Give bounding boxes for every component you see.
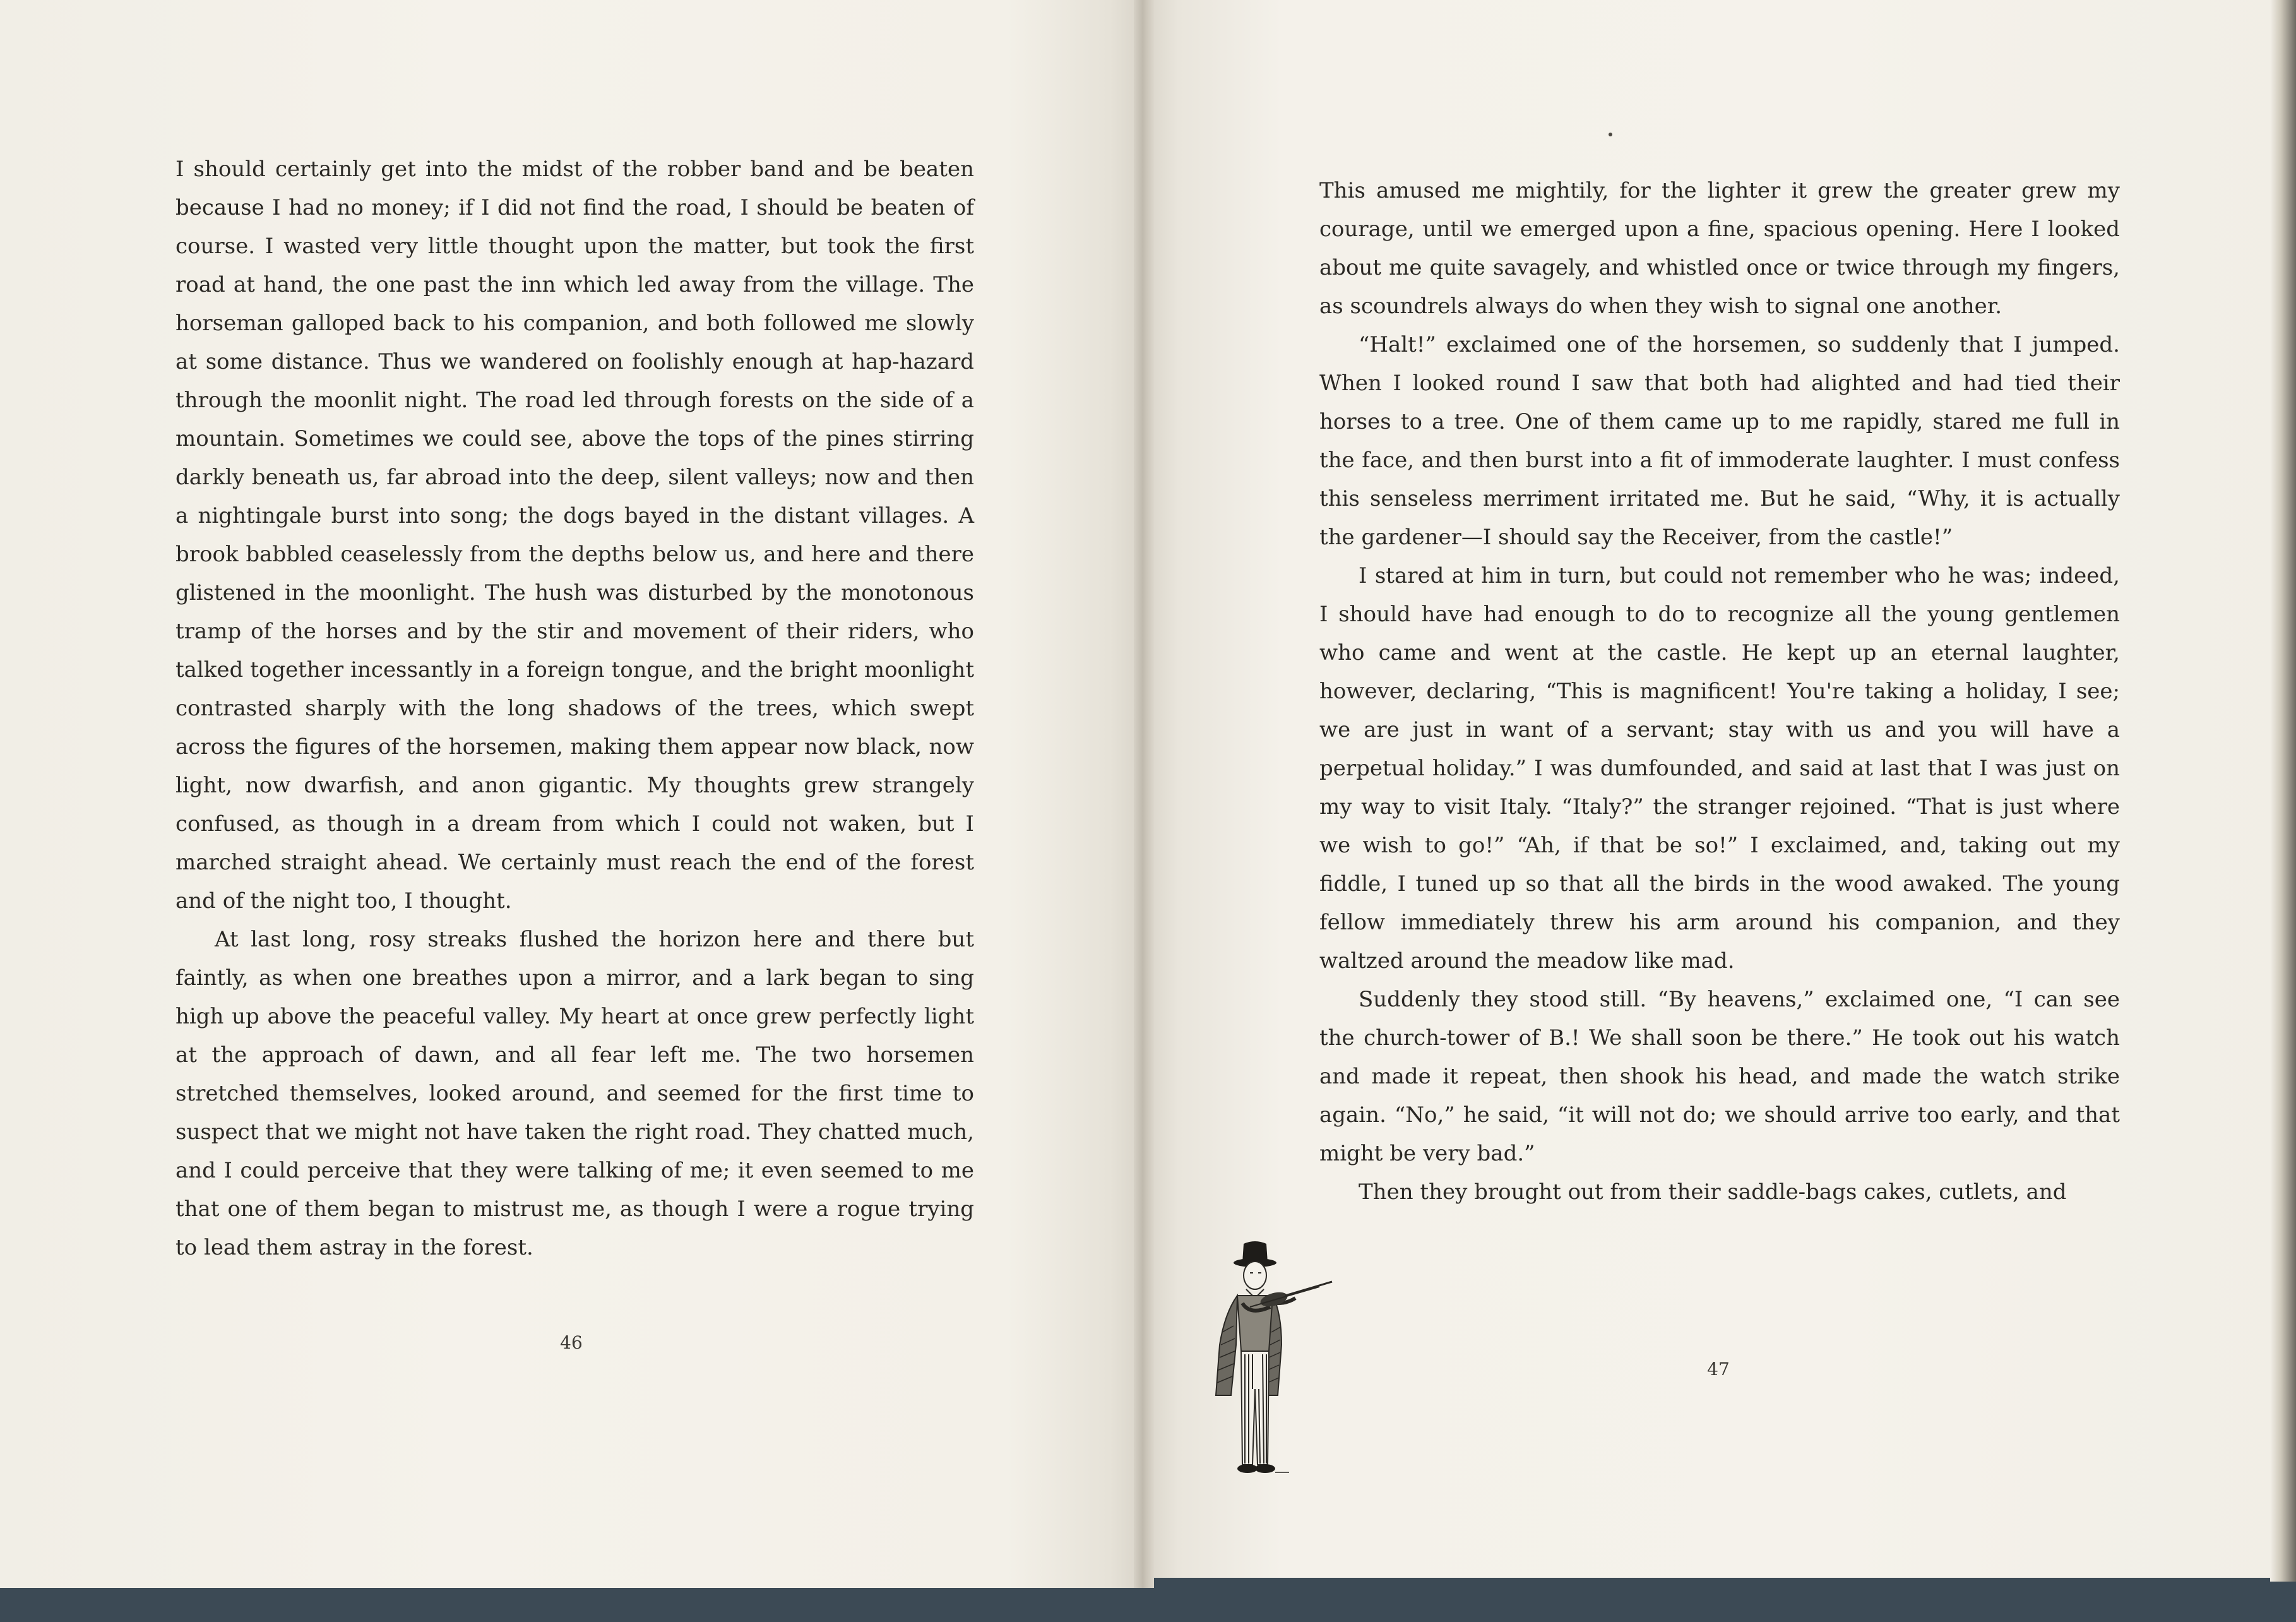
paragraph: At last long, rosy streaks flushed the horizon here and there but faintly, as when one breathes upon a mirror, and a lark began to sing high up above the peaceful valley. My heart at once grew perfectly light at the approach of dawn, and all fear left me. The two horsemen stretched themselves, looked around, and seemed for the first time to suspect that we might not have taken the right road. They chatted much, and I could perceive that they were talking of me; it even seemed to me that one of them began to mistrust me, as though I were a rogue trying to lead them astray in the forest. xyxy=(175,927,974,1260)
right-page-text xyxy=(1319,172,2120,1212)
ink-dot xyxy=(1609,133,1612,136)
paragraph: “Halt!” exclaimed one of the horsemen, so suddenly that I jumped. When I looked round I saw that both had alighted and had tied their horses to a tree. One of them came up to me rapidly, stared me full in the face, and then burst into a fit of immoderate laughter. I must confess this senseless merriment irritated me. But he said, “Why, it is actually the gardener—I should say the Receiver, from the castle!” xyxy=(1319,332,2120,550)
paragraph: This amused me mightily, for the lighter it grew the greater grew my courage, until we emerged upon a fine, spacious opening. Here I looked about me quite savagely, and whistled once or twice through my fingers, as scoundrels always do when they wish to signal one another. xyxy=(1319,178,2120,319)
page-edge-shadow xyxy=(2270,0,2296,1582)
paragraph: Suddenly they stood still. “By heavens,” exclaimed one, “I can see the church-tower of B.! We shall soon be there.” He took out his watch and made it repeat, then shook his head, and made the watch strike again. “No,” he said, “it will not do; we should arrive too early, and that might be very bad.” xyxy=(1319,987,2120,1166)
left-page-text xyxy=(175,150,974,1267)
paragraph: Then they brought out from their saddle-bags cakes, cutlets, and xyxy=(1359,1179,2067,1205)
violinist-illustration xyxy=(1187,1237,1345,1515)
page-number-left: 46 xyxy=(560,1332,583,1353)
page-number-right: 47 xyxy=(1707,1359,1730,1380)
paragraph: I should certainly get into the midst of the robber band and be beaten because I had no money; if I did not find the road, I should be beaten of course. I wasted very little thought upon the matter, but took the first road at hand, the one past the inn which led away from the village. The horseman galloped back to his companion, and both followed me slowly at some distance. Thus we wandered on foolishly enough at hap-hazard through the moonlit night. The road led through forests on the side of a mountain. Sometimes we could see, above the tops of the pines stirring darkly beneath us, far abroad into the deep, silent valleys; now and then a nightingale burst into song; the dogs bayed in the distant villages. A brook babbled ceaselessly from the depths below us, and here and there glistened in the moonlight. The hush was disturbed by the monotonous tramp of the horses and by the stir and movement of their riders, who talked together incessantly in a foreign tongue, and the bright moonlight contrasted sharply with the long shadows of the trees, which swept across the figures of the horsemen, making them appear now black, now light, now dwarfish, and anon gigantic. My thoughts grew strangely confused, as though in a dream from which I could not waken, but I marched straight ahead. We certainly must reach the end of the forest and of the night too, I thought. xyxy=(175,157,974,914)
book-gutter xyxy=(1134,0,1154,1588)
paragraph: I stared at him in turn, but could not remember who he was; indeed, I should have had enough to do to recognize all the young gentlemen who came and went at the castle. He kept up an eternal laughter, however, declaring, “This is magnificent! You're taking a holiday, I see; we are just in want of a servant; stay with us and you will have a perpetual holiday.” I was dumfounded, and said at last that I was just on my way to visit Italy. “Italy?” the stranger rejoined. “That is just where we wish to go!” “Ah, if that be so!” I exclaimed, and, taking out my fiddle, I tuned up so that all the birds in the wood awaked. The young fellow immediately threw his arm around his companion, and they waltzed around the meadow like mad. xyxy=(1319,563,2120,974)
